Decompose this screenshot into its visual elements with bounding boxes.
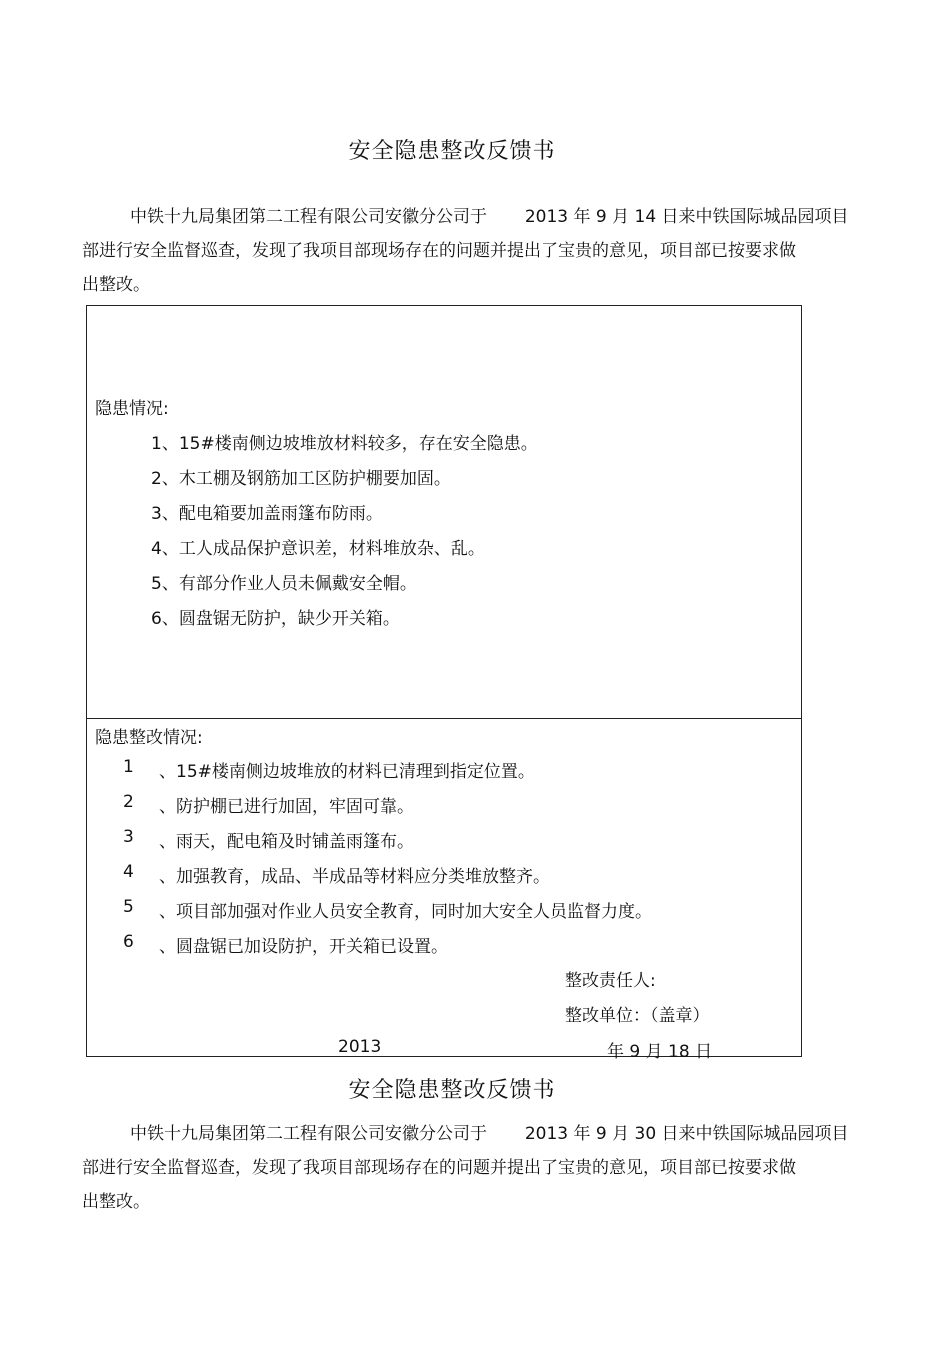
doc2-intro-line1: 中铁十九局集团第二工程有限公司安徽分公司于 2013 年 9 月 30 日来中铁国际城品园项目 (130, 1124, 849, 1144)
doc1-intro-line1: 中铁十九局集团第二工程有限公司安徽分公司于 2013 年 9 月 14 日来中铁国际城品园项目 (130, 207, 849, 227)
fix-item-4-number: 4 (123, 862, 134, 882)
fix-item-6-text: 、圆盘锯已加设防护，开关箱已设置。 (159, 937, 448, 957)
fix-item-4-text: 、加强教育，成品、半成品等材料应分类堆放整齐。 (159, 867, 550, 887)
feedback-table (86, 305, 802, 1062)
doc2-intro (82, 1117, 849, 1219)
fix-item-3-text: 、雨天，配电箱及时铺盖雨篷布。 (159, 832, 414, 852)
doc2-title: 安全隐患整改反馈书 (348, 1078, 556, 1103)
date-month-day: 年 9 月 18 日 (607, 1042, 713, 1062)
responsible-person-label: 整改责任人: (565, 971, 656, 991)
fix-item-3-number: 3 (123, 827, 134, 847)
doc2-intro-line3: 出整改。 (82, 1192, 150, 1212)
fix-item-5-text: 、项目部加强对作业人员安全教育，同时加大安全人员监督力度。 (159, 902, 652, 922)
doc1-title: 安全隐患整改反馈书 (348, 139, 556, 164)
fix-item-1-text: 、15#楼南侧边坡堆放的材料已清理到指定位置。 (159, 762, 535, 782)
doc1-intro-line2: 部进行安全监督巡查，发现了我项目部现场存在的问题并提出了宝贵的意见，项目部已按要求做 (82, 241, 796, 261)
hazard-item-2: 2、木工棚及钢筋加工区防护棚要加固。 (151, 469, 451, 489)
hazard-item-6: 6、圆盘锯无防护，缺少开关箱。 (151, 609, 400, 629)
doc2-intro-line2: 部进行安全监督巡查，发现了我项目部现场存在的问题并提出了宝贵的意见，项目部已按要求做 (82, 1158, 796, 1178)
fix-item-1-number: 1 (123, 757, 134, 777)
table-divider (87, 718, 801, 719)
rectification-unit-label: 整改单位：（盖章） (565, 1006, 710, 1026)
hazard-item-3: 3、配电箱要加盖雨篷布防雨。 (151, 504, 383, 524)
fix-item-2-text: 、防护棚已进行加固，牢固可靠。 (159, 797, 414, 817)
fix-item-5-number: 5 (123, 897, 134, 917)
date-year: 2013 (338, 1037, 382, 1057)
fix-item-6-number: 6 (123, 932, 134, 952)
hazard-item-4: 4、工人成品保护意识差，材料堆放杂、乱。 (151, 539, 485, 559)
fix-heading: 隐患整改情况: (95, 728, 203, 748)
hazard-heading: 隐患情况: (95, 399, 169, 419)
doc1-intro (82, 200, 849, 302)
doc1-intro-line3: 出整改。 (82, 275, 150, 295)
hazard-item-5: 5、有部分作业人员未佩戴安全帽。 (151, 574, 417, 594)
fix-item-2-number: 2 (123, 792, 134, 812)
hazard-item-1: 1、15#楼南侧边坡堆放材料较多，存在安全隐患。 (151, 434, 538, 454)
